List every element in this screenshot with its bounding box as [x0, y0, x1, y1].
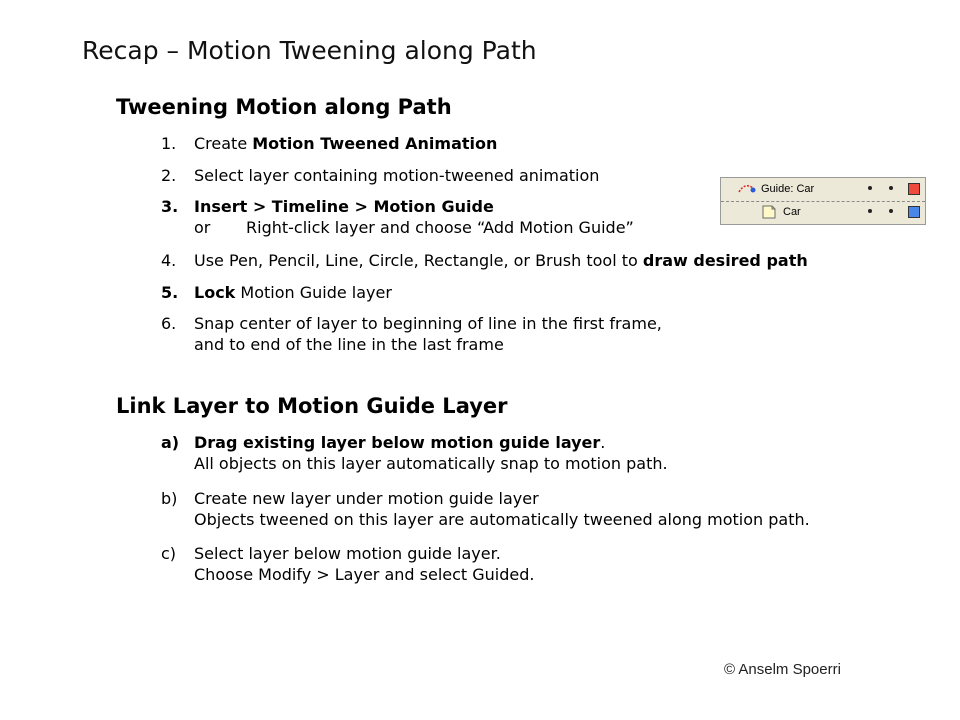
item-bold-text: Lock — [194, 283, 236, 302]
visibility-dot[interactable] — [868, 209, 872, 213]
item-number: c) — [161, 544, 177, 563]
item-text: Select layer containing motion-tweened animation — [194, 166, 600, 185]
layer-row-car[interactable] — [721, 202, 925, 224]
section-heading-link-layer: Link Layer to Motion Guide Layer — [116, 394, 508, 418]
item-number: b) — [161, 489, 178, 508]
item-number: 5. — [161, 283, 179, 302]
item-text: Right-click layer and choose “Add Motion Guide” — [246, 218, 634, 237]
slide-title: Recap – Motion Tweening along Path — [82, 36, 537, 65]
item-bold-text: Insert > Timeline > Motion Guide — [194, 197, 494, 216]
item-bold-text: Drag existing layer below motion guide layer — [194, 433, 601, 452]
item-text-line2: and to end of the line in the last frame — [194, 335, 504, 354]
layer-row-guide[interactable] — [721, 179, 925, 201]
item-text-line2: Objects tweened on this layer are automatically tweened along motion path. — [194, 510, 810, 529]
item-number: 1. — [161, 134, 177, 153]
item-number: a) — [161, 433, 180, 452]
layers-panel — [720, 177, 926, 225]
section-heading-tweening: Tweening Motion along Path — [116, 95, 452, 119]
list-item — [161, 282, 392, 303]
list-item — [161, 488, 810, 530]
layer-name-car: Car — [783, 206, 801, 218]
visibility-dot[interactable] — [868, 186, 872, 190]
item-number: 3. — [161, 197, 179, 216]
list-item — [161, 133, 497, 154]
outline-color-swatch[interactable] — [908, 183, 920, 195]
item-bold-text: Motion Tweened Animation — [252, 134, 498, 153]
item-text-line2: Choose Modify > Layer and select Guided. — [194, 565, 535, 584]
item-bold-text: draw desired path — [642, 251, 808, 270]
outline-color-swatch[interactable] — [908, 206, 920, 218]
guided-layer-icon — [761, 205, 777, 219]
item-text: Create new layer under motion guide layer — [194, 489, 539, 508]
list-item — [161, 165, 599, 186]
list-item — [161, 196, 634, 238]
motion-guide-icon — [737, 182, 759, 196]
item-number: 2. — [161, 166, 177, 185]
item-text: Use Pen, Pencil, Line, Circle, Rectangle, or Brush tool to — [194, 251, 643, 270]
item-text: Create — [194, 134, 253, 153]
item-text: Select layer below motion guide layer. — [194, 544, 501, 563]
lock-dot[interactable] — [889, 186, 893, 190]
item-number: 6. — [161, 314, 177, 333]
list-item — [161, 432, 668, 474]
item-text: Motion Guide layer — [235, 283, 392, 302]
list-item — [161, 543, 534, 585]
layer-name-guide: Guide: Car — [761, 183, 815, 195]
list-item — [161, 250, 808, 271]
item-alt-line — [194, 217, 634, 238]
lock-dot[interactable] — [889, 209, 893, 213]
or-label: or — [194, 218, 211, 237]
copyright-footer: © Anselm Spoerri — [724, 661, 841, 678]
item-text: . — [600, 433, 606, 452]
item-number: 4. — [161, 251, 177, 270]
item-text-line2: All objects on this layer automatically snap to motion path. — [194, 454, 668, 473]
item-text: Snap center of layer to beginning of line in the first frame, — [194, 314, 662, 333]
list-item — [161, 313, 662, 355]
